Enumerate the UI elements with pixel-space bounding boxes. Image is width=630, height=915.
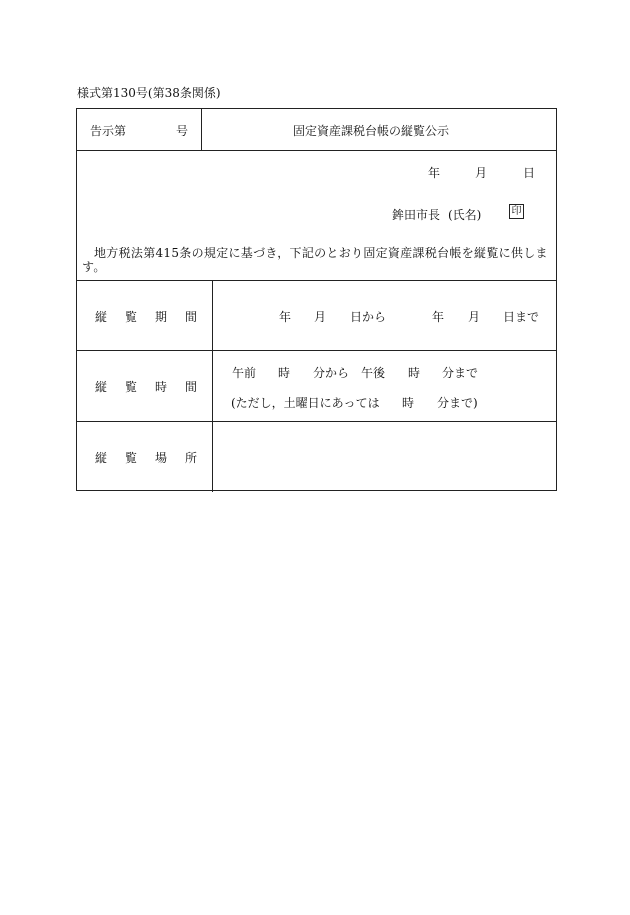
period-label-4: 間 [185, 310, 198, 324]
hours-pm-hour: 時 [408, 366, 421, 380]
seal-mark [507, 204, 524, 219]
notice-body: 地方税法第415条の規定に基づき，下記のとおり固定資産課税台帳を縦覧に供します。 [82, 246, 548, 274]
hours-pm-minute: 分まで [442, 366, 479, 380]
hours-am-minute: 分から [313, 366, 350, 380]
place-label-2: 覧 [125, 451, 138, 465]
place-label-1: 縦 [95, 451, 108, 465]
date-month: 月 [475, 166, 488, 180]
hours-am: 午前 [232, 366, 257, 380]
body-separator [77, 280, 556, 281]
header-separator [77, 150, 556, 151]
notice-number-suffix: 号 [176, 124, 189, 138]
place-label-3: 場 [155, 451, 168, 465]
seal-glyph: 印 [509, 204, 524, 219]
period-label-3: 期 [155, 310, 168, 324]
hours-am-hour: 時 [278, 366, 291, 380]
period-label-1: 縦 [95, 310, 108, 324]
form-number: 様式第130号(第38条関係) [77, 86, 221, 100]
period-to-day: 日まで [503, 310, 540, 324]
date-day: 日 [523, 166, 536, 180]
hours-saturday-hour: 時 [402, 396, 415, 410]
hours-label-3: 時 [155, 380, 168, 394]
place-label-4: 所 [185, 451, 198, 465]
hours-label-1: 縦 [95, 380, 108, 394]
issuer-office: 鉾田市長 [392, 208, 441, 222]
issuer-name-label: (氏名) [448, 208, 482, 222]
period-from-month: 月 [314, 310, 327, 324]
hours-label-4: 間 [185, 380, 198, 394]
period-from-year: 年 [279, 310, 292, 324]
period-to-year: 年 [432, 310, 445, 324]
period-to-month: 月 [468, 310, 481, 324]
notice-number-prefix: 告示第 [90, 124, 127, 138]
hours-saturday-minute: 分まで) [437, 396, 478, 410]
notice-title: 固定資産課税台帳の縦覧公示 [293, 124, 450, 138]
table-divider [212, 280, 213, 492]
notice-form [76, 108, 557, 491]
hours-pm: 午後 [361, 366, 386, 380]
hours-label-2: 覧 [125, 380, 138, 394]
hours-saturday-prefix: (ただし，土曜日にあっては [231, 396, 380, 410]
period-label-2: 覧 [125, 310, 138, 324]
header-divider [201, 109, 202, 150]
period-from-day: 日から [350, 310, 387, 324]
row-separator-1 [77, 350, 556, 351]
date-year: 年 [428, 166, 441, 180]
row-separator-2 [77, 421, 556, 422]
